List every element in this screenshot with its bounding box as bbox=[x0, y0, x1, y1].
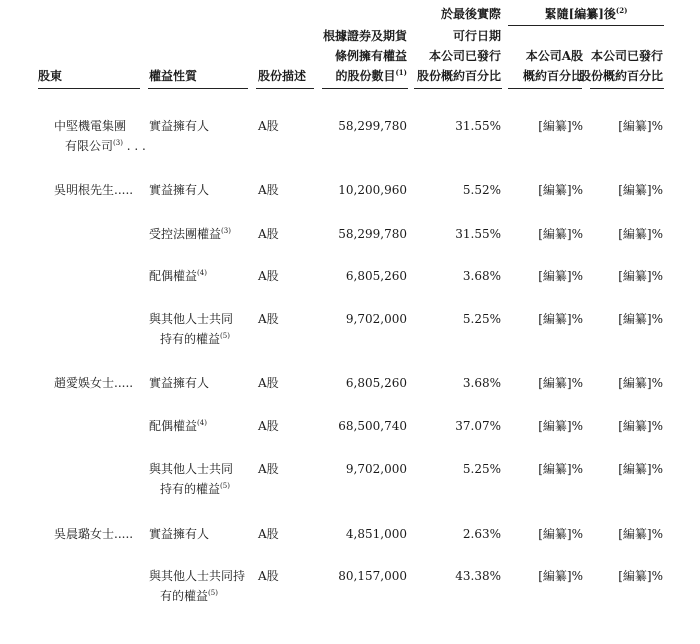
header-shares-line: 根據證券及期貨 bbox=[322, 29, 407, 43]
header-shares-line: 條例擁有權益 bbox=[334, 49, 407, 63]
percentage-total: [編纂]% bbox=[618, 419, 663, 433]
percentage-a-shares: [編纂]% bbox=[538, 183, 583, 197]
header-rule bbox=[414, 88, 502, 89]
nature-of-interest: 與其他人士共同 bbox=[149, 462, 234, 476]
share-count: 4,851,000 bbox=[345, 527, 407, 541]
share-type: A股 bbox=[258, 312, 279, 326]
share-type: A股 bbox=[258, 119, 279, 133]
header-shares-line: 的股份數目$^{(1)}$ bbox=[335, 68, 407, 83]
share-count: 58,299,780 bbox=[338, 227, 407, 241]
header-rule bbox=[508, 88, 582, 89]
header-pct-total-line: 本公司已發行 bbox=[590, 49, 663, 63]
header-rule bbox=[590, 88, 664, 89]
header-shareholder: 股東 bbox=[38, 69, 63, 83]
percentage-a-shares: [編纂]% bbox=[538, 569, 583, 583]
percentage-total: [編纂]% bbox=[618, 227, 663, 241]
header-pct-now-line: 可行日期 bbox=[452, 29, 501, 43]
nature-of-interest: 與其他人士共同持 bbox=[149, 569, 246, 583]
percentage-total: [編纂]% bbox=[618, 462, 663, 476]
share-type: A股 bbox=[258, 419, 279, 433]
percentage-total: [編纂]% bbox=[618, 312, 663, 326]
header-rule bbox=[322, 88, 408, 89]
percentage-a-shares: [編纂]% bbox=[538, 419, 583, 433]
nature-of-interest: 持有的權益$^{(5)}$ bbox=[160, 332, 230, 346]
nature-of-interest: 受控法團權益$^{(3)}$ bbox=[149, 227, 231, 241]
shareholder-name: 有限公司$^{(3)}$ . . . bbox=[65, 139, 146, 153]
percentage-total: [編纂]% bbox=[618, 569, 663, 583]
percentage-now: 3.68% bbox=[462, 376, 501, 390]
percentage-total: [編纂]% bbox=[618, 119, 663, 133]
percentage-total: [編纂]% bbox=[618, 269, 663, 283]
percentage-a-shares: [編纂]% bbox=[538, 227, 583, 241]
percentage-now: 31.55% bbox=[455, 227, 501, 241]
percentage-now: 43.38% bbox=[455, 569, 501, 583]
nature-of-interest: 配偶權益$^{(4)}$ bbox=[149, 419, 207, 433]
percentage-total: [編纂]% bbox=[618, 376, 663, 390]
share-type: A股 bbox=[258, 376, 279, 390]
header-pct-total-line: 股份概約百分比 bbox=[578, 69, 663, 83]
percentage-a-shares: [編纂]% bbox=[538, 527, 583, 541]
shareholder-name: 中堅機電集團 bbox=[54, 119, 127, 133]
percentage-a-shares: [編纂]% bbox=[538, 376, 583, 390]
percentage-a-shares: [編纂]% bbox=[538, 269, 583, 283]
share-type: A股 bbox=[258, 569, 279, 583]
share-count: 58,299,780 bbox=[338, 119, 407, 133]
header-pct-a-line: 概約百分比 bbox=[522, 69, 583, 83]
header-pct-a-line: 本公司A股 bbox=[525, 49, 583, 63]
percentage-a-shares: [編纂]% bbox=[538, 312, 583, 326]
header-group-after: 緊隨[編纂]後$^{(2)}$ bbox=[544, 6, 628, 21]
percentage-total: [編纂]% bbox=[618, 183, 663, 197]
header-rule bbox=[38, 88, 140, 89]
percentage-now: 31.55% bbox=[455, 119, 501, 133]
percentage-now: 3.68% bbox=[462, 269, 501, 283]
share-type: A股 bbox=[258, 269, 279, 283]
share-count: 9,702,000 bbox=[345, 462, 407, 476]
header-rule bbox=[148, 88, 248, 89]
percentage-now: 37.07% bbox=[455, 419, 501, 433]
header-pct-now-line: 本公司已發行 bbox=[428, 49, 501, 63]
shareholder-name: 趙愛娛女士..... bbox=[54, 376, 134, 390]
header-share-type: 股份描述 bbox=[258, 69, 307, 83]
group-header-rule bbox=[508, 25, 664, 26]
nature-of-interest: 持有的權益$^{(5)}$ bbox=[160, 482, 230, 496]
share-type: A股 bbox=[258, 527, 279, 541]
nature-of-interest: 實益擁有人 bbox=[149, 376, 210, 390]
nature-of-interest: 實益擁有人 bbox=[149, 183, 210, 197]
header-rule bbox=[256, 88, 314, 89]
share-count: 9,702,000 bbox=[345, 312, 407, 326]
nature-of-interest: 配偶權益$^{(4)}$ bbox=[149, 269, 207, 283]
percentage-now: 5.52% bbox=[462, 183, 501, 197]
share-count: 6,805,260 bbox=[345, 376, 407, 390]
share-count: 10,200,960 bbox=[338, 183, 407, 197]
percentage-now: 5.25% bbox=[462, 462, 501, 476]
nature-of-interest: 與其他人士共同 bbox=[149, 312, 234, 326]
share-count: 68,500,740 bbox=[338, 419, 407, 433]
shareholder-name: 吳晨璐女士..... bbox=[54, 527, 134, 541]
header-nature: 權益性質 bbox=[149, 69, 198, 83]
header-pct-now-line: 於最後實際 bbox=[440, 7, 501, 21]
percentage-a-shares: [編纂]% bbox=[538, 462, 583, 476]
nature-of-interest: 有的權益$^{(5)}$ bbox=[160, 589, 218, 603]
percentage-now: 5.25% bbox=[462, 312, 501, 326]
share-type: A股 bbox=[258, 462, 279, 476]
shareholder-name: 吳明根先生..... bbox=[54, 183, 134, 197]
percentage-a-shares: [編纂]% bbox=[538, 119, 583, 133]
share-type: A股 bbox=[258, 227, 279, 241]
percentage-now: 2.63% bbox=[462, 527, 501, 541]
percentage-total: [編纂]% bbox=[618, 527, 663, 541]
share-count: 80,157,000 bbox=[338, 569, 407, 583]
share-count: 6,805,260 bbox=[345, 269, 407, 283]
nature-of-interest: 實益擁有人 bbox=[149, 527, 210, 541]
nature-of-interest: 實益擁有人 bbox=[149, 119, 210, 133]
header-pct-now-line: 股份概約百分比 bbox=[416, 69, 501, 83]
share-type: A股 bbox=[258, 183, 279, 197]
